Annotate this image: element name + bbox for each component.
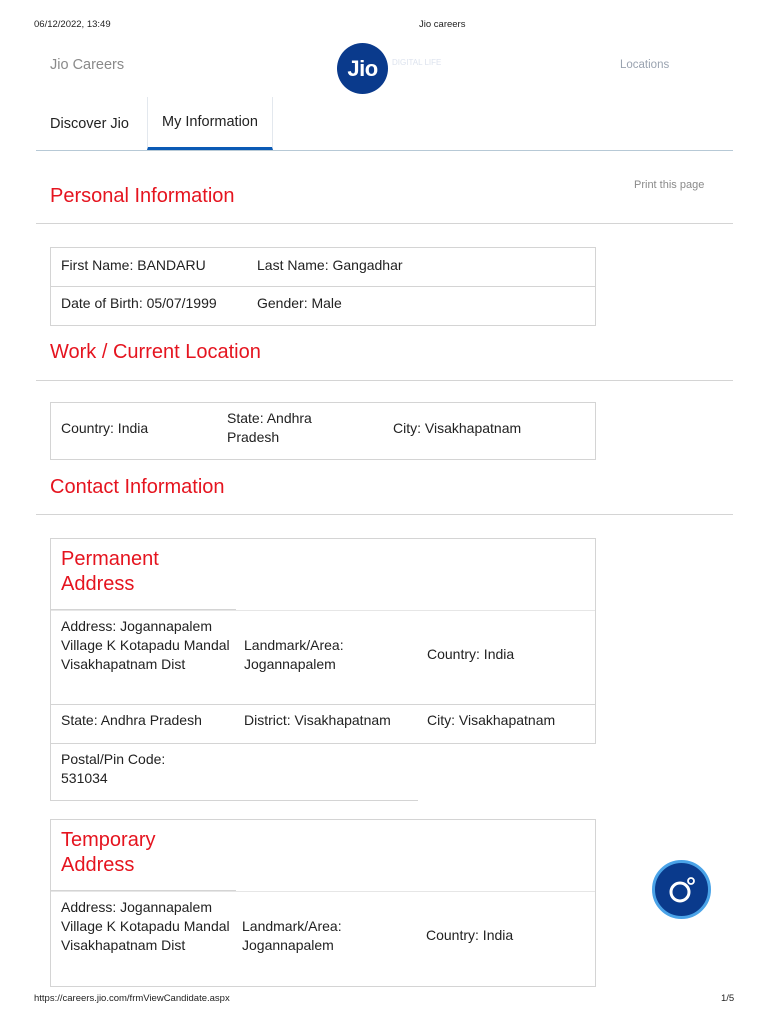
permanent-address-box [50,538,596,744]
row-divider [51,891,595,892]
logo-tagline: DIGITAL LIFE [392,58,442,67]
chat-icon [665,873,699,907]
tab-discover-jio[interactable]: Discover Jio [50,115,129,132]
footer-page-number: 1/5 [721,993,735,1004]
work-location-title: Work / Current Location [50,341,261,363]
work-country: Country: India [61,420,149,436]
temporary-country: Country: India [426,927,514,943]
first-name: First Name: BANDARU [61,257,206,273]
row-divider [51,286,595,287]
permanent-landmark: Landmark/Area: Jogannapalem [244,637,344,672]
permanent-state: State: Andhra Pradesh [61,712,202,728]
permanent-address-text: Address: Jogannapalem Village K Kotapadu Mandal Visakhapatnam Dist [61,618,230,672]
last-name: Last Name: Gangadhar [257,257,403,273]
print-title: Jio careers [419,19,466,30]
divider [36,223,733,224]
tab-bar [36,97,733,151]
print-datetime: 06/12/2022, 13:49 [34,19,111,30]
permanent-address-title: Permanent Address [61,548,159,595]
divider [36,380,733,381]
footer-url: https://careers.jio.com/frmViewCandidate.aspx [34,993,230,1004]
work-city: City: Visakhapatnam [393,420,522,436]
permanent-postal-code: Postal/Pin Code: 531034 [61,751,166,786]
contact-info-title: Contact Information [50,476,225,498]
date-of-birth: Date of Birth: 05/07/1999 [61,295,217,311]
personal-info-title: Personal Information [50,185,235,207]
tab-my-information[interactable]: My Information [147,97,273,150]
permanent-district: District: Visakhapatnam [244,712,391,728]
jio-logo[interactable] [337,43,388,94]
permanent-postal-row [50,744,418,801]
temporary-address-box [50,819,596,987]
gender: Gender: Male [257,295,342,311]
nav-locations-link[interactable]: Locations [620,59,670,71]
temporary-address-title: Temporary Address [61,829,156,876]
work-location-box [50,402,596,460]
work-state: State: Andhra Pradesh [227,410,312,445]
temporary-landmark: Landmark/Area: Jogannapalem [242,918,342,953]
brand-name[interactable]: Jio Careers [50,57,125,73]
divider [36,514,733,515]
row-divider [51,610,595,611]
print-page-link[interactable]: Print this page [634,179,705,191]
permanent-country: Country: India [427,646,515,662]
logo-text: Jio [347,55,378,81]
permanent-city: City: Visakhapatnam [427,712,556,728]
temporary-address-text: Address: Jogannapalem Village K Kotapadu Mandal Visakhapatnam Dist [61,899,230,953]
row-divider [51,704,595,705]
personal-info-box [50,247,596,326]
chat-button[interactable] [652,860,711,919]
